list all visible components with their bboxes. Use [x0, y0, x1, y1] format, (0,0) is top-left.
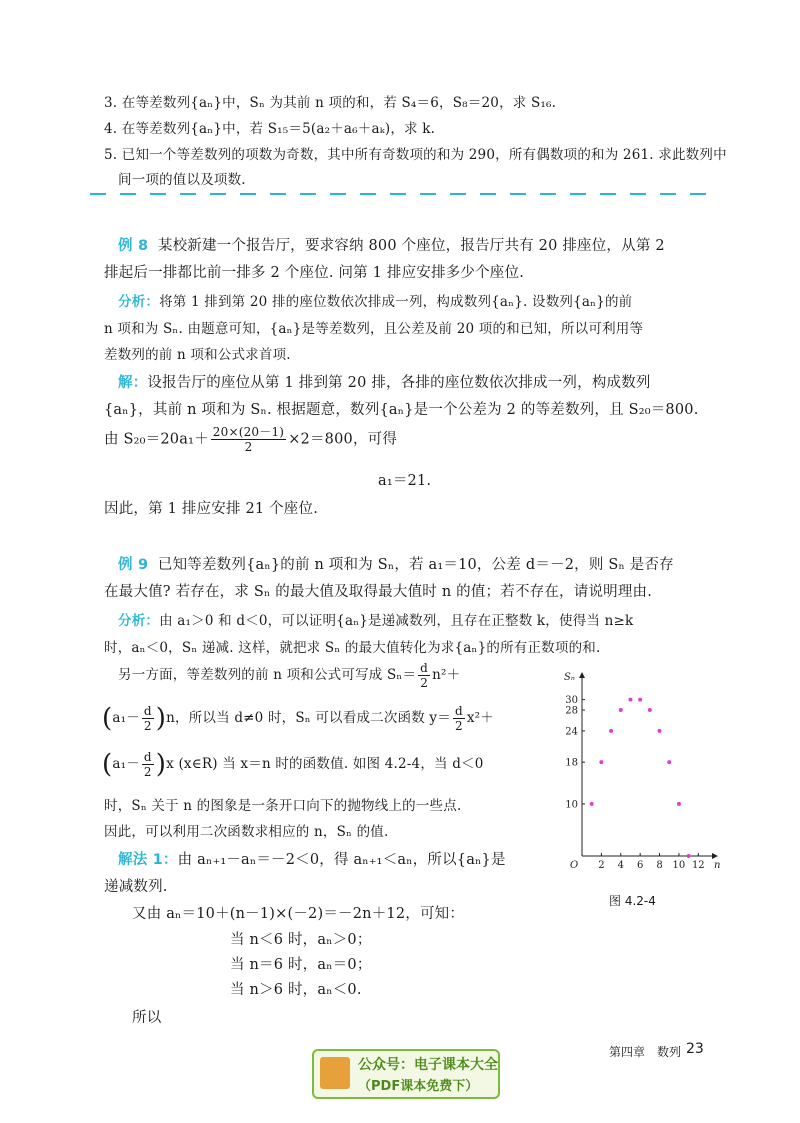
example-9-para-5: 因此，可以利用二次函数求相应的 n，Sₙ 的值. — [104, 824, 389, 840]
fraction: $\frac{20\times(20-1)}{2}$ — [212, 425, 285, 454]
y-tick-label: 28 — [565, 705, 578, 717]
data-point — [687, 854, 691, 858]
example-8-analysis-2: n 项和为 Sₙ. 由题意可知，{aₙ}是等差数列，且公差及前 20 项的和已知，所以可利用等 — [104, 321, 644, 337]
book-icon — [320, 1057, 350, 1089]
data-point — [638, 698, 642, 702]
y-tick-label: 18 — [565, 757, 578, 769]
example-9-line2: 在最大值? 若存在，求 Sₙ 的最大值及取得最大值时 n 的值；若不存在，请说明理由. — [104, 584, 653, 600]
x-tick-label: 10 — [672, 860, 686, 871]
fraction: $\frac{d}{2}$ — [454, 704, 463, 733]
example-9-method-3: 又由 aₙ＝10＋(n－1)×(－2)＝－2n＋12，可知： — [132, 906, 465, 922]
x-axis-label: n — [714, 860, 721, 871]
y-tick-label: 10 — [565, 799, 578, 811]
example-9-para-3: (a₁－ $\frac{d}{2}$ )x (x∈R) 当 x＝n 时的函数值. 如图 4.2-4，当 d＜0 — [102, 749, 484, 780]
chapter-label: 第四章 数列 — [609, 1045, 682, 1059]
x-tick-label: 6 — [636, 860, 644, 871]
case-2: 当 n＝6 时，aₙ＝0； — [230, 957, 372, 973]
example-9-para-2: (a₁－ $\frac{d}{2}$ )n，所以当 d≠0 时，Sₙ 可以看成二次函数 y＝ $\frac{d}{2}$ x²＋ — [102, 703, 494, 734]
x-tick-label: 2 — [598, 860, 605, 871]
parabola-scatter-chart — [548, 672, 721, 884]
example-9-analysis-2: 时，aₙ＜0，Sₙ 递减. 这样，就把求 Sₙ 的最大值转化为求{aₙ}的所有正数项的和. — [104, 640, 601, 656]
watermark-badge — [312, 1049, 500, 1099]
example-8-equation: 由 S₂₀＝20a₁＋ $\frac{20\times(20-1)}{2}$ ×2＝800，可得 — [104, 425, 398, 454]
data-point — [619, 708, 623, 712]
example-9-method-1: 解法 1：由 aₙ₊₁－aₙ＝－2＜0，得 aₙ₊₁＜aₙ，所以{aₙ}是 — [118, 852, 506, 868]
example-8-conclusion: 因此，第 1 排应安排 21 个座位. — [104, 501, 319, 517]
analysis-label: 分析： — [118, 294, 160, 310]
case-3: 当 n＞6 时，aₙ＜0. — [230, 982, 362, 998]
example-8-intro: 例 8 某校新建一个报告厅，要求容纳 800 个座位，报告厅共有 20 排座位，从第 2 — [118, 238, 665, 254]
x-tick-label: 12 — [691, 860, 705, 871]
dashed-divider — [90, 193, 710, 195]
origin-label: O — [570, 860, 579, 871]
example-9-method-2: 递减数列. — [104, 879, 168, 895]
example-8-solution: 解：设报告厅的座位从第 1 排到第 20 排，各排的座位数依次排成一列，构成数列 — [118, 375, 651, 391]
example-8-result: a₁＝21. — [378, 473, 432, 489]
example-8-analysis: 分析：将第 1 排到第 20 排的座位数依次排成一列，构成数列{aₙ}. 设数列{aₙ}的前 — [118, 294, 633, 310]
fraction: $\frac{d}{2}$ — [420, 661, 429, 690]
exercise-5-cont: 间一项的值以及项数. — [118, 172, 246, 188]
data-point — [648, 708, 652, 712]
therefore: 所以 — [132, 1010, 162, 1026]
example-9-para-4: 时，Sₙ 关于 n 的图象是一条开口向下的抛物线上的一些点. — [104, 798, 462, 814]
data-point — [658, 729, 662, 733]
x-axis-arrow — [712, 853, 718, 859]
fraction: $\frac{d}{2}$ — [143, 750, 152, 779]
fraction: $\frac{d}{2}$ — [143, 704, 152, 733]
example-8-analysis-3: 差数列的前 n 项和公式求首项. — [104, 347, 291, 363]
y-tick-label: 30 — [565, 695, 578, 707]
example-9-label: 例 9 — [118, 557, 149, 573]
example-8-solution-2: {aₙ}，其前 n 项和为 Sₙ. 根据题意，数列{aₙ}是一个公差为 2 的等差数列，且 S₂₀＝800. — [104, 402, 699, 418]
example-9-analysis: 分析：由 a₁＞0 和 d＜0，可以证明{aₙ}是递减数列，且存在正整数 k，使得当 n≥k — [118, 613, 634, 629]
exercise-4: 4. 在等差数列{aₙ}中，若 S₁₅＝5(a₂＋a₆＋aₖ)，求 k. — [104, 121, 436, 137]
case-1: 当 n＜6 时，aₙ＞0； — [230, 932, 372, 948]
figure-caption: 图 4.2-4 — [609, 894, 656, 908]
example-9-para-1: 另一方面，等差数列的前 n 项和公式可写成 Sₙ＝ $\frac{d}{2}$ n²＋ — [118, 661, 461, 690]
exercise-5: 5. 已知一个等差数列的项数为奇数，其中所有奇数项的和为 290，所有偶数项的和为 261. 求此数列中 — [104, 147, 727, 163]
x-tick-label: 8 — [656, 860, 663, 871]
data-point — [609, 729, 613, 733]
example-8-line2: 排起后一排都比前一排多 2 个座位. 问第 1 排应安排多少个座位. — [104, 265, 525, 281]
page-number: 23 — [686, 1041, 704, 1057]
data-point — [628, 698, 632, 702]
y-axis-label: Sₙ — [564, 672, 575, 683]
solution-label: 解： — [118, 375, 148, 391]
data-point — [590, 802, 594, 806]
data-point — [677, 802, 681, 806]
y-axis-arrow — [579, 672, 585, 678]
data-point — [667, 760, 671, 764]
x-tick-label: 4 — [617, 860, 624, 871]
data-point — [599, 760, 603, 764]
watermark-line-1: 公众号：电子课本大全 — [358, 1057, 498, 1073]
analysis-label: 分析： — [118, 613, 160, 629]
y-tick-label: 24 — [565, 726, 578, 738]
example-8-label: 例 8 — [118, 238, 149, 254]
exercise-3: 3. 在等差数列{aₙ}中，Sₙ 为其前 n 项的和，若 S₄＝6，S₈＝20，求 S₁₆. — [104, 95, 557, 111]
watermark-line-2: （PDF课本免费下） — [358, 1079, 479, 1094]
example-9-intro: 例 9 已知等差数列{aₙ}的前 n 项和为 Sₙ，若 a₁＝10，公差 d＝－2，则 Sₙ 是否存 — [118, 557, 674, 573]
method-label: 解法 1： — [118, 852, 178, 868]
